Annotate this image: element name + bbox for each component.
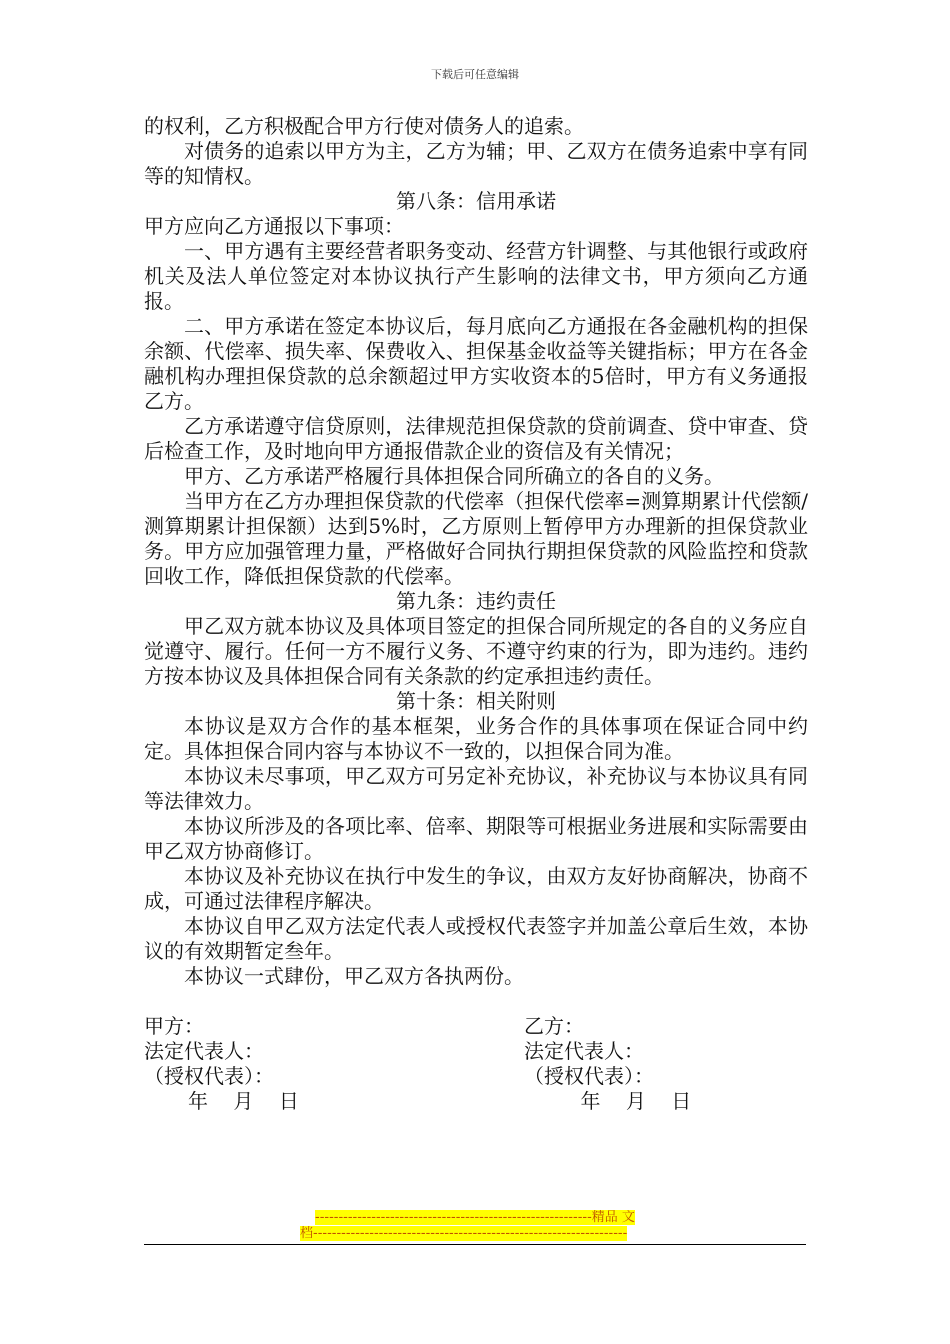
paragraph: 乙方承诺遵守信贷原则，法律规范担保贷款的贷前调查、贷中审查、贷后检查工作，及时地向甲方通报借款企业的资信及有关情况；	[144, 414, 808, 463]
footer-line-1: -----------------------------------------------------------精品 文	[315, 1210, 635, 1225]
document-body	[144, 114, 808, 1114]
signature-row-legal-rep	[144, 1039, 808, 1064]
section-heading-article-9: 第九条：违约责任	[396, 589, 556, 613]
signature-row-authorized-rep	[144, 1064, 808, 1089]
party-b-label: 乙方：	[524, 1014, 584, 1038]
paragraph: 的权利，乙方积极配合甲方行使对债务人的追索。	[144, 114, 584, 138]
paragraph: 甲乙双方就本协议及具体项目签定的担保合同所规定的各自的义务应自觉遵守、履行。任何一方不履行义务、不遵守约束的行为，即为违约。违约方按本协议及具体担保合同有关条款的约定承担违约责任。	[144, 614, 808, 688]
signature-row-date	[144, 1089, 808, 1114]
signature-row-party	[144, 1014, 808, 1039]
party-b-authorized-rep: （授权代表）：	[524, 1064, 654, 1088]
paragraph: 本协议自甲乙双方法定代表人或授权代表签字并加盖公章后生效，本协议的有效期暂定叁年。	[144, 914, 808, 963]
footer-watermark	[300, 1210, 650, 1242]
paragraph: 本协议是双方合作的基本框架，业务合作的具体事项在保证合同中约定。具体担保合同内容与本协议不一致的，以担保合同为准。	[144, 714, 808, 763]
paragraph: 二、甲方承诺在签定本协议后，每月底向乙方通报在各金融机构的担保余额、代偿率、损失率、保费收入、担保基金收益等关键指标；甲方在各金融机构办理担保贷款的总余额超过甲方实收资本的5倍时，甲方有义务通报乙方。	[144, 314, 808, 413]
paragraph: 本协议及补充协议在执行中发生的争议，由双方友好协商解决，协商不成，可通过法律程序解决。	[144, 864, 808, 913]
party-a-date: 年 月 日	[188, 1089, 299, 1113]
party-b-legal-rep: 法定代表人：	[524, 1039, 644, 1063]
paragraph: 本协议所涉及的各项比率、倍率、期限等可根据业务进展和实际需要由甲乙双方协商修订。	[144, 814, 808, 863]
party-a-authorized-rep: （授权代表）：	[144, 1064, 274, 1088]
footer-line-2: 档-------------------------------------------------------------------	[300, 1226, 628, 1241]
footer-divider	[144, 1244, 806, 1245]
paragraph: 甲方、乙方承诺严格履行具体担保合同所确立的各自的义务。	[184, 464, 724, 488]
section-heading-article-10: 第十条：相关附则	[396, 689, 556, 713]
party-a-label: 甲方：	[144, 1014, 204, 1038]
paragraph: 本协议一式肆份，甲乙双方各执两份。	[184, 964, 524, 988]
spacer	[144, 989, 808, 1014]
paragraph: 本协议未尽事项，甲乙双方可另定补充协议，补充协议与本协议具有同等法律效力。	[144, 764, 808, 813]
page-header: 下载后可任意编辑	[431, 68, 519, 81]
paragraph: 对债务的追索以甲方为主，乙方为辅；甲、乙双方在债务追索中享有同等的知情权。	[144, 139, 808, 188]
paragraph: 甲方应向乙方通报以下事项：	[144, 214, 404, 238]
party-a-legal-rep: 法定代表人：	[144, 1039, 264, 1063]
paragraph: 一、甲方遇有主要经营者职务变动、经营方针调整、与其他银行或政府机关及法人单位签定对本协议执行产生影响的法律文书，甲方须向乙方通报。	[144, 239, 808, 313]
party-b-date: 年 月 日	[580, 1089, 692, 1113]
section-heading-article-8: 第八条：信用承诺	[396, 189, 556, 213]
paragraph: 当甲方在乙方办理担保贷款的代偿率（担保代偿率=测算期累计代偿额/测算期累计担保额）达到5%时，乙方原则上暂停甲方办理新的担保贷款业务。甲方应加强管理力量，严格做好合同执行期担保贷款的风险监控和贷款回收工作，降低担保贷款的代偿率。	[144, 489, 808, 588]
